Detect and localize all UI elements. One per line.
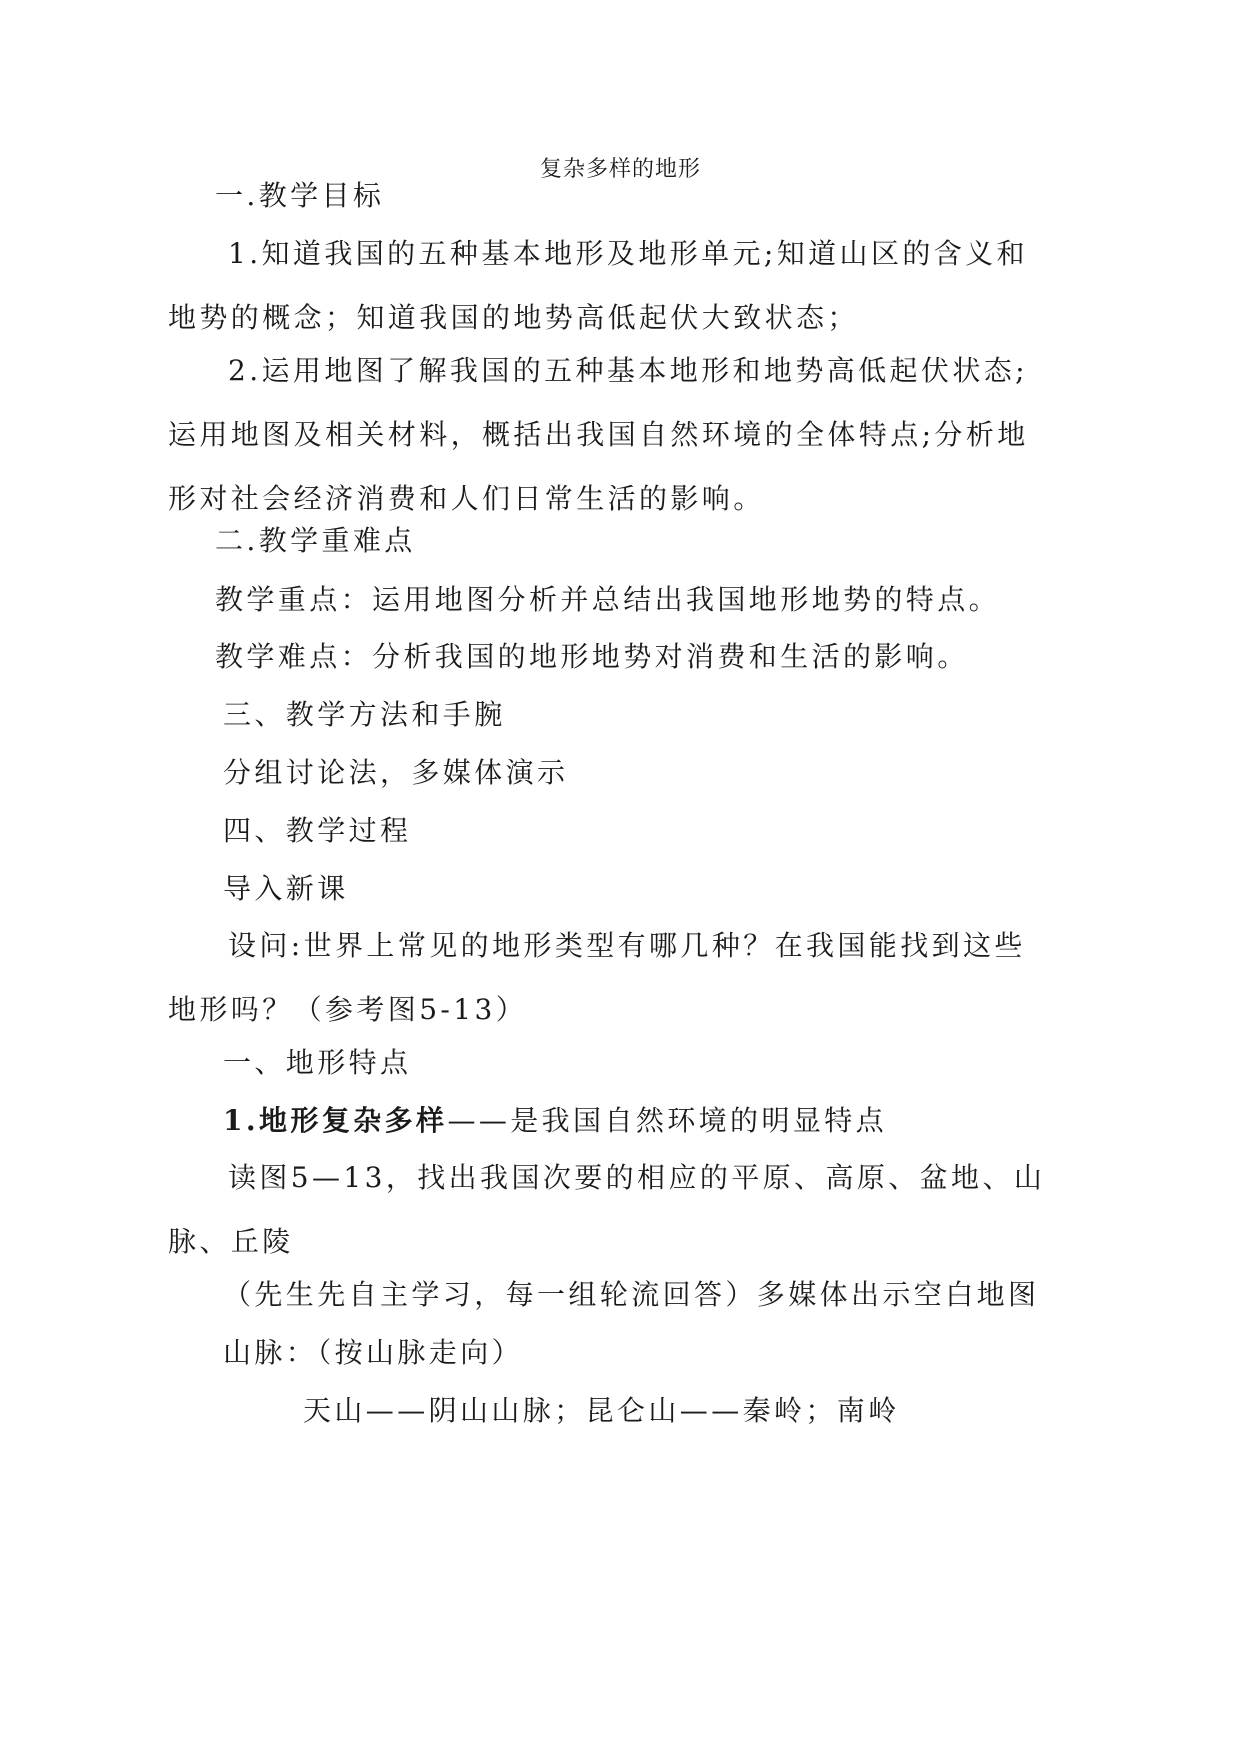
difficult-point-text: 教学难点：分析我国的地形地势对消费和生活的影响。 — [215, 640, 969, 673]
section-heading-process: 四、教学过程 — [223, 814, 412, 847]
mountains-label: 山脉：（按山脉走向） — [223, 1336, 524, 1369]
mountains-list: 天山——阴山山脉；昆仑山——秦岭；南岭 — [303, 1394, 900, 1427]
section-heading-objectives: 一.教学目标 — [215, 179, 385, 212]
document-title: 复杂多样的地形 — [539, 157, 701, 182]
reading-task: 读图5—13，找出我国次要的相应的平原、高原、盆地、山脉、丘陵 — [168, 1161, 1046, 1258]
method-text: 分组讨论法，多媒体演示 — [223, 756, 569, 789]
section-heading-key-points: 二.教学重难点 — [215, 524, 416, 557]
objective-1: 1.知道我国的五种基本地形及地形单元;知道山区的含义和地势的概念；知道我国的地势高低起伏大致状态； — [168, 237, 1028, 334]
terrain-point-1-bold: 1.地形复杂多样 — [223, 1104, 448, 1137]
activity-text: （先生先自主学习，每一组轮流回答）多媒体出示空白地图 — [223, 1278, 1040, 1311]
part-heading-terrain: 一、地形特点 — [223, 1046, 412, 1079]
terrain-point-1-rest: ——是我国自然环境的明显特点 — [447, 1104, 888, 1137]
intro-question: 设问:世界上常见的地形类型有哪几种？在我国能找到这些地形吗？（参考图5-13） — [168, 929, 1026, 1026]
terrain-point-1 — [223, 1101, 887, 1141]
objective-2: 2.运用地图了解我国的五种基本地形和地势高低起伏状态;运用地图及相关材料，概括出我国自然环境的全体特点;分析地形对社会经济消费和人们日常生活的影响。 — [168, 354, 1029, 515]
intro-heading: 导入新课 — [223, 872, 349, 905]
key-point-text: 教学重点：运用地图分析并总结出我国地形地势的特点。 — [215, 583, 1001, 616]
section-heading-methods: 三、教学方法和手腕 — [223, 698, 506, 731]
